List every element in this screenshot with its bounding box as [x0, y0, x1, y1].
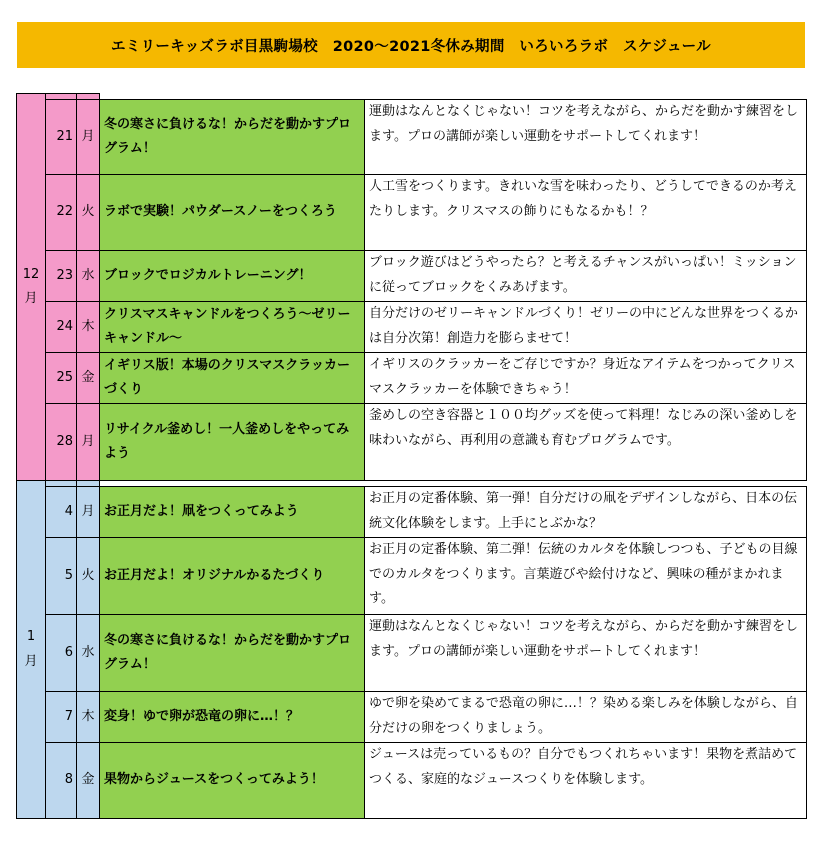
- day-number: 8: [46, 743, 77, 819]
- schedule-row: [17, 538, 807, 615]
- schedule-row: [17, 353, 807, 404]
- day-number: 4: [46, 487, 77, 538]
- weekday: 木: [77, 692, 100, 743]
- schedule-row: [17, 615, 807, 692]
- schedule-row: [17, 251, 807, 302]
- schedule-row: [17, 692, 807, 743]
- program-title: リサイクル釜めし！一人釜めしをやってみよう: [100, 404, 365, 481]
- program-description: 釜めしの空き容器と１００均グッズを使って料理！なじみの深い釜めしを味わいながら、再利用の意識も育むプログラムです。: [365, 404, 807, 481]
- schedule-title: エミリーキッズラボ目黒駒場校 2020～2021冬休み期間 いろいろラボ スケジュール: [17, 22, 805, 68]
- weekday: 金: [77, 353, 100, 404]
- schedule-table: [16, 93, 807, 819]
- program-title: 果物からジュースをつくってみよう！: [100, 743, 365, 819]
- program-description: 自分だけのゼリーキャンドルづくり！ゼリーの中にどんな世界をつくるかは自分次第！創造力を膨らませて！: [365, 302, 807, 353]
- program-title: ブロックでロジカルトレーニング！: [100, 251, 365, 302]
- day-number: 23: [46, 251, 77, 302]
- day-number: 24: [46, 302, 77, 353]
- program-description: イギリスのクラッカーをご存じですか？身近なアイテムをつかってクリスマスクラッカーを体験できちゃう！: [365, 353, 807, 404]
- day-number: 6: [46, 615, 77, 692]
- program-title: クリスマスキャンドルをつくろう～ゼリーキャンドル～: [100, 302, 365, 353]
- schedule-row: [17, 743, 807, 819]
- program-description: お正月の定番体験、第二弾！伝統のカルタを体験しつつも、子どもの目線でのカルタをつくります。言葉遊びや絵付けなど、興味の種がまかれます。: [365, 538, 807, 615]
- program-description: ジュースは売っているもの？自分でもつくれちゃいます！果物を煮詰めてつくる、家庭的なジュースつくりを体験します。: [365, 743, 807, 819]
- month-label: 1 月: [17, 481, 46, 819]
- program-title: ラボで実験！パウダースノーをつくろう: [100, 175, 365, 251]
- weekday: 木: [77, 302, 100, 353]
- program-title: 冬の寒さに負けるな！からだを動かすプログラム！: [100, 100, 365, 175]
- day-number: 25: [46, 353, 77, 404]
- program-description: ブロック遊びはどうやったら？と考えるチャンスがいっぱい！ミッションに従ってブロックをくみあげます。: [365, 251, 807, 302]
- program-title: イギリス版！本場のクリスマスクラッカーづくり: [100, 353, 365, 404]
- weekday: 水: [77, 251, 100, 302]
- weekday: 火: [77, 175, 100, 251]
- program-description: 運動はなんとなくじゃない！コツを考えながら、からだを動かす練習をします。プロの講師が楽しい運動をサポートしてくれます！: [365, 615, 807, 692]
- program-description: お正月の定番体験、第一弾！自分だけの凧をデザインしながら、日本の伝統文化体験をします。上手にとぶかな？: [365, 487, 807, 538]
- weekday: 月: [77, 487, 100, 538]
- program-title: お正月だよ！凧をつくってみよう: [100, 487, 365, 538]
- weekday: 火: [77, 538, 100, 615]
- weekday: 月: [77, 404, 100, 481]
- schedule-row: [17, 404, 807, 481]
- schedule-row: [17, 175, 807, 251]
- program-title: 冬の寒さに負けるな！からだを動かすプログラム！: [100, 615, 365, 692]
- day-number: 22: [46, 175, 77, 251]
- month-label: 12 月: [17, 94, 46, 481]
- day-number: 5: [46, 538, 77, 615]
- program-description: 人工雪をつくります。きれいな雪を味わったり、どうしてできるのか考えたりします。クリスマスの飾りにもなるかも！？: [365, 175, 807, 251]
- program-description: ゆで卵を染めてまるで恐竜の卵に…！？染める楽しみを体験しながら、自分だけの卵をつくりましょう。: [365, 692, 807, 743]
- schedule-row: [17, 487, 807, 538]
- weekday: 水: [77, 615, 100, 692]
- weekday: 月: [77, 100, 100, 175]
- weekday: 金: [77, 743, 100, 819]
- schedule-row: [17, 100, 807, 175]
- program-title: お正月だよ！オリジナルかるたづくり: [100, 538, 365, 615]
- day-number: 7: [46, 692, 77, 743]
- schedule-row: [17, 302, 807, 353]
- program-title: 変身！ゆで卵が恐竜の卵に…！？: [100, 692, 365, 743]
- day-number: 28: [46, 404, 77, 481]
- day-number: 21: [46, 100, 77, 175]
- program-description: 運動はなんとなくじゃない！コツを考えながら、からだを動かす練習をします。プロの講師が楽しい運動をサポートしてくれます！: [365, 100, 807, 175]
